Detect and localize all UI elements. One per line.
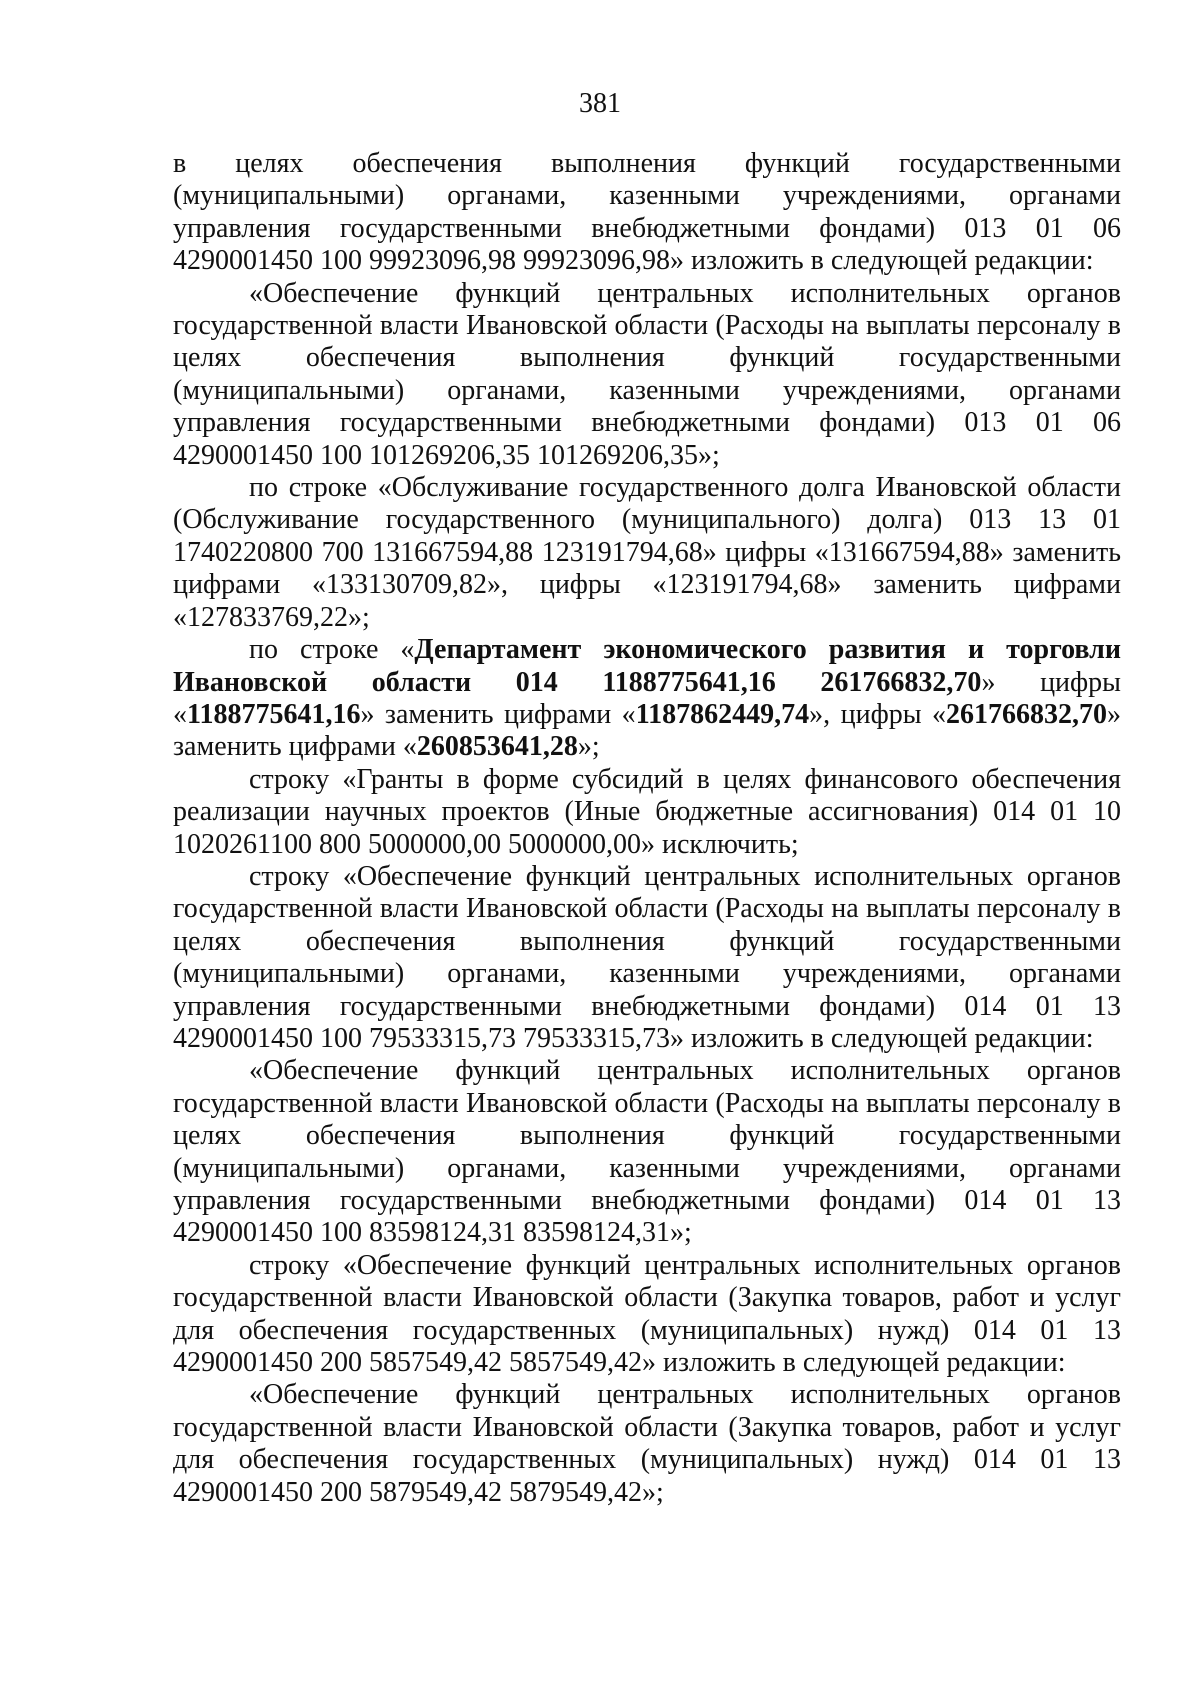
bold-text-segment: 1187862449,74 [635, 698, 810, 730]
paragraph [173, 764, 1121, 861]
paragraph [173, 1379, 1121, 1509]
text-segment: » цифры « [173, 666, 1121, 730]
paragraph [173, 278, 1121, 472]
page-number: 381 [579, 88, 621, 119]
paragraph [173, 148, 1121, 278]
text-segment: » заменить цифрами « [360, 698, 636, 730]
text-segment: »; [577, 731, 600, 763]
bold-text-segment: 260853641,28 [416, 731, 578, 763]
text-segment: в целях обеспечения выполнения функций государственными (муниципальными) органами, казенными учреждениями, органами управления государственными внебюджетными фондами) 013 01 06 4290001450 100 99923096,98 99923096,98» изложить в следующей редакции: [173, 148, 1121, 277]
text-segment: », цифры « [809, 698, 946, 730]
text-segment: строку «Гранты в форме субсидий в целях финансового обеспечения реализации научных проектов (Иные бюджетные ассигнования) 014 01 10 1020261100 800 5000000,00 5000000,00» исключить; [173, 763, 1121, 860]
paragraph [173, 1055, 1121, 1249]
text-segment: » заменить цифрами « [173, 698, 1121, 763]
document-body [173, 148, 1121, 1509]
text-segment: «Обеспечение функций центральных исполнительных органов государственной власти Ивановской области (Расходы на выплаты персоналу в целях обеспечения выполнения функций государственными (муниципальными) органами, казенными учреждениями, органами управления государственными внебюджетными фондами) 014 01 13 4290001450 100 83598124,31 83598124,31»; [173, 1055, 1121, 1249]
text-segment: «Обеспечение функций центральных исполнительных органов государственной власти Ивановской области (Расходы на выплаты персоналу в целях обеспечения выполнения функций государственными (муниципальными) органами, казенными учреждениями, органами управления государственными внебюджетными фондами) 013 01 06 4290001450 100 101269206,35 101269206,35»; [173, 277, 1121, 471]
paragraph [173, 634, 1121, 764]
text-segment: строку «Обеспечение функций центральных исполнительных органов государственной власти Ивановской области (Расходы на выплаты персоналу в целях обеспечения выполнения функций государственными (муниципальными) органами, казенными учреждениями, органами управления государственными внебюджетными фондами) 014 01 13 4290001450 100 79533315,73 79533315,73» изложить в следующей редакции: [173, 860, 1121, 1054]
text-segment: по строке «Обслуживание государственного долга Ивановской области (Обслуживание государственного (муниципального) долга) 013 13 01 1740220800 700 131667594,88 123191794,68» цифры «131667594,88» заменить цифрами «133130709,82», цифры «123191794,68» заменить цифрами «127833769,22»; [173, 472, 1121, 633]
paragraph [173, 861, 1121, 1055]
text-segment: по строке « [249, 634, 415, 666]
text-segment: строку «Обеспечение функций центральных исполнительных органов государственной власти Ивановской области (Закупка товаров, работ и услуг для обеспечения государственных (муниципальных) нужд) 014 01 13 4290001450 200 5857549,42 5857549,42» изложить в следующей редакции: [173, 1249, 1121, 1379]
bold-text-segment: 1188775641,16 [187, 698, 361, 730]
paragraph [173, 1250, 1121, 1380]
bold-text-segment: 261766832,70 [946, 698, 1107, 730]
paragraph [173, 472, 1121, 634]
text-segment: «Обеспечение функций центральных исполнительных органов государственной власти Ивановской области (Закупка товаров, работ и услуг для обеспечения государственных (муниципальных) нужд) 014 01 13 4290001450 200 5879549,42 5879549,42»; [173, 1379, 1121, 1508]
bold-text-segment: Департамент экономического развития и торговли Ивановской области 014 1188775641,16 261766832,70 [173, 634, 1122, 698]
